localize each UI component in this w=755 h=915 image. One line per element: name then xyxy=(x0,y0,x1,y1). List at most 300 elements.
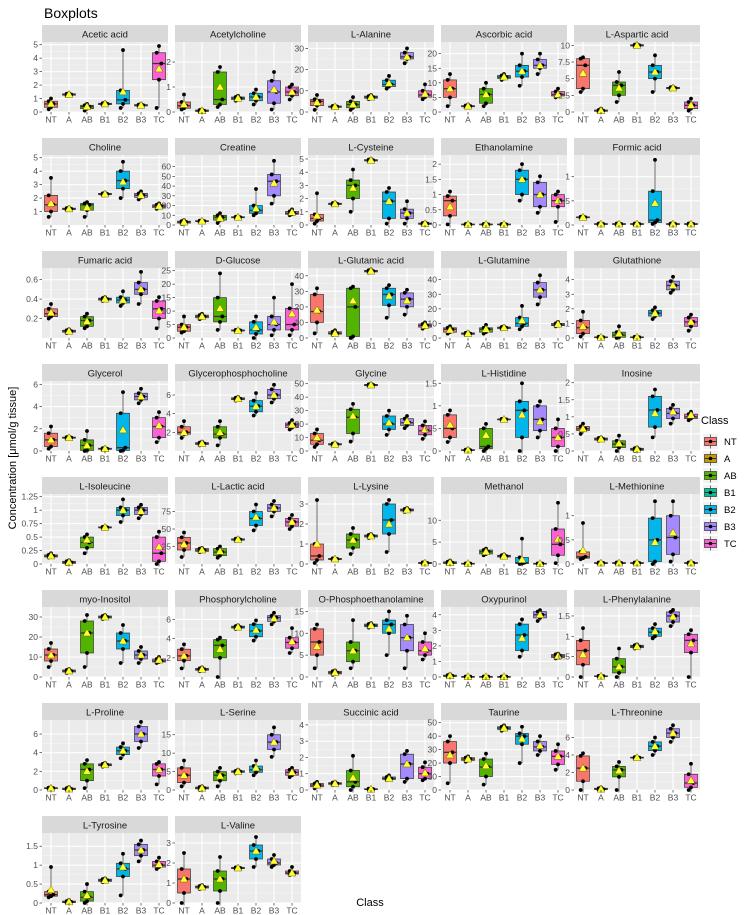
data-point xyxy=(579,675,583,679)
data-point xyxy=(254,835,258,839)
y-tick-label: 5 xyxy=(299,153,304,164)
x-tick-label: B1 xyxy=(232,227,244,238)
x-tick-label: TC xyxy=(286,905,298,915)
data-point xyxy=(254,410,258,414)
x-tick-label: NT xyxy=(311,453,323,464)
data-point xyxy=(351,335,355,339)
data-point xyxy=(180,766,184,770)
panel xyxy=(428,251,567,351)
data-point xyxy=(315,286,319,290)
data-point xyxy=(351,197,355,201)
data-point xyxy=(155,440,159,444)
data-point xyxy=(351,526,355,530)
x-tick-label: AB xyxy=(480,453,492,464)
y-tick-label: 10 xyxy=(161,306,171,317)
data-point xyxy=(536,753,540,757)
data-point xyxy=(49,641,53,645)
data-point xyxy=(673,536,677,540)
x-tick-label: B2 xyxy=(516,679,528,690)
x-tick-label: A xyxy=(332,453,338,464)
y-tick-label: 2 xyxy=(33,423,38,434)
x-tick-label: A xyxy=(598,679,604,690)
data-point xyxy=(538,52,542,56)
y-tick-label: 5 xyxy=(33,39,38,50)
data-point xyxy=(653,53,657,57)
x-tick-label: A xyxy=(332,227,338,238)
panel xyxy=(21,477,168,577)
y-tick-label: 0 xyxy=(565,333,570,343)
data-point xyxy=(671,608,675,612)
y-tick-label: 0 xyxy=(33,559,38,569)
data-point xyxy=(313,627,317,631)
panel-title: Phosphorylcholine xyxy=(199,594,277,606)
data-point xyxy=(180,784,184,788)
y-tick-label: 0 xyxy=(299,333,304,343)
data-point xyxy=(252,639,256,643)
data-point xyxy=(520,436,524,440)
x-tick-label: AB xyxy=(214,792,226,803)
panel xyxy=(425,364,567,464)
legend-point xyxy=(709,542,713,546)
x-tick-label: B2 xyxy=(383,227,395,238)
x-tick-label: NT xyxy=(311,566,323,577)
legend-point xyxy=(709,525,713,529)
y-tick-label: 15 xyxy=(161,729,171,740)
data-point xyxy=(669,514,673,518)
y-tick-label: 5 xyxy=(166,319,171,330)
data-point xyxy=(538,429,542,433)
y-tick-label: 4 xyxy=(166,408,171,419)
data-point xyxy=(536,211,540,215)
x-tick-label: NT xyxy=(444,114,456,125)
data-point xyxy=(385,190,389,194)
data-point xyxy=(121,390,125,394)
data-point xyxy=(49,865,53,869)
data-point xyxy=(538,205,542,209)
panel xyxy=(428,703,567,803)
legend-label: B1 xyxy=(724,488,736,499)
x-tick-label: B3 xyxy=(534,227,546,238)
x-tick-label: A xyxy=(598,453,604,464)
x-tick-label: TC xyxy=(419,114,431,125)
x-tick-label: B1 xyxy=(498,792,510,803)
y-tick-label: 4 xyxy=(565,274,570,285)
data-point xyxy=(139,270,143,274)
panel-title: L-Isoleucine xyxy=(79,481,131,493)
y-tick-label: 75 xyxy=(161,506,171,517)
panel-title: L-Glutamine xyxy=(478,255,530,267)
y-tick-label: 0.25 xyxy=(21,545,38,556)
data-point xyxy=(157,530,161,534)
x-tick-label: NT xyxy=(444,679,456,690)
x-tick-label: B1 xyxy=(631,453,643,464)
data-point xyxy=(137,281,141,285)
data-point xyxy=(157,410,161,414)
x-tick-label: B1 xyxy=(232,114,244,125)
data-point xyxy=(421,437,425,441)
x-tick-label: B3 xyxy=(667,227,679,238)
data-point xyxy=(254,524,258,528)
y-tick-label: 1 xyxy=(33,505,38,516)
x-tick-label: A xyxy=(66,114,72,125)
x-tick-label: TC xyxy=(286,114,298,125)
data-point xyxy=(47,431,51,435)
data-point xyxy=(119,106,123,110)
panel-title: Ascorbic acid xyxy=(475,29,533,41)
data-point xyxy=(387,283,391,287)
y-tick-label: 40 xyxy=(427,731,437,742)
data-point xyxy=(272,159,276,163)
data-point xyxy=(421,765,425,769)
y-tick-label: 2 xyxy=(565,303,570,314)
x-tick-label: A xyxy=(199,566,205,577)
y-tick-label: 40 xyxy=(294,392,304,403)
data-point xyxy=(385,414,389,418)
data-point xyxy=(290,626,294,630)
data-point xyxy=(349,666,353,670)
data-point xyxy=(554,749,558,753)
data-point xyxy=(121,102,125,106)
x-tick-label: TC xyxy=(685,453,697,464)
data-point xyxy=(272,748,276,752)
data-point xyxy=(615,80,619,84)
y-tick-label: 1 xyxy=(33,206,38,217)
x-tick-label: NT xyxy=(311,792,323,803)
x-tick-label: B3 xyxy=(534,114,546,125)
x-tick-label: AB xyxy=(81,340,93,351)
x-tick-label: B2 xyxy=(250,340,262,351)
data-point xyxy=(49,210,53,214)
y-tick-label: 10 xyxy=(161,748,171,759)
x-tick-label: B1 xyxy=(498,453,510,464)
x-tick-label: B2 xyxy=(117,679,129,690)
y-tick-label: 4 xyxy=(299,167,304,178)
data-point xyxy=(579,319,583,323)
data-point xyxy=(85,546,89,550)
data-point xyxy=(351,168,355,172)
data-point xyxy=(403,222,407,226)
data-point xyxy=(446,78,450,82)
y-tick-label: 0 xyxy=(33,785,38,795)
panel-title: Formic acid xyxy=(612,142,662,154)
data-point xyxy=(220,98,224,102)
data-point xyxy=(218,65,222,69)
data-point xyxy=(651,516,655,520)
x-tick-label: B1 xyxy=(365,792,377,803)
x-tick-label: B3 xyxy=(135,792,147,803)
y-tick-label: 0.5 xyxy=(558,428,570,439)
data-point xyxy=(653,634,657,638)
x-tick-label: B3 xyxy=(135,340,147,351)
y-tick-label: 0.2 xyxy=(26,313,38,324)
x-tick-label: B3 xyxy=(135,114,147,125)
data-point xyxy=(448,761,452,765)
data-point xyxy=(272,194,276,198)
data-point xyxy=(290,83,294,87)
x-tick-label: NT xyxy=(45,114,57,125)
x-tick-label: B2 xyxy=(383,340,395,351)
panel-title: L-Valine xyxy=(220,820,256,832)
x-tick-label: B3 xyxy=(667,679,679,690)
y-tick-label: 1 xyxy=(565,411,570,422)
data-point xyxy=(270,79,274,83)
y-tick-label: 6 xyxy=(565,732,570,743)
data-point xyxy=(689,785,693,789)
y-tick-label: 40 xyxy=(294,270,304,281)
data-point xyxy=(423,653,427,657)
x-tick-label: A xyxy=(465,114,471,125)
y-tick-label: 50 xyxy=(294,378,304,389)
x-tick-label: NT xyxy=(178,227,190,238)
x-tick-label: B3 xyxy=(268,114,280,125)
x-tick-label: A xyxy=(332,679,338,690)
data-point xyxy=(252,414,256,418)
data-point xyxy=(671,723,675,727)
x-tick-label: NT xyxy=(444,453,456,464)
data-point xyxy=(538,295,542,299)
data-point xyxy=(252,843,256,847)
y-tick-label: 1 xyxy=(166,82,171,92)
data-point xyxy=(349,210,353,214)
x-tick-label: AB xyxy=(81,679,93,690)
data-point xyxy=(554,220,558,224)
data-point xyxy=(486,445,490,449)
data-point xyxy=(689,651,693,655)
panel xyxy=(558,25,700,125)
y-tick-label: 2 xyxy=(565,767,570,778)
data-point xyxy=(218,636,222,640)
x-tick-label: B1 xyxy=(232,905,244,915)
data-point xyxy=(290,328,294,332)
data-point xyxy=(288,333,292,337)
x-tick-label: B3 xyxy=(667,453,679,464)
data-point xyxy=(313,666,317,670)
y-tick-label: 5 xyxy=(432,537,437,548)
data-point xyxy=(252,399,256,403)
data-point xyxy=(520,193,524,197)
data-point xyxy=(254,88,258,92)
y-tick-label: 4 xyxy=(33,53,38,64)
panel xyxy=(558,590,700,690)
y-tick-label: 1.5 xyxy=(558,610,570,621)
data-point xyxy=(137,661,141,665)
data-point xyxy=(155,783,159,787)
data-point xyxy=(405,199,409,203)
data-point xyxy=(617,775,621,779)
panel-title: L-Proline xyxy=(85,707,125,719)
data-point xyxy=(554,768,558,772)
x-tick-label: TC xyxy=(552,566,564,577)
data-point xyxy=(581,521,585,525)
panel xyxy=(432,590,567,690)
x-tick-label: AB xyxy=(347,679,359,690)
data-point xyxy=(385,433,389,437)
data-point xyxy=(252,103,256,107)
data-point xyxy=(671,275,675,279)
data-point xyxy=(518,761,522,765)
data-point xyxy=(290,282,294,286)
x-tick-label: TC xyxy=(153,453,165,464)
data-point xyxy=(121,741,125,745)
panel xyxy=(33,364,168,464)
x-tick-label: B3 xyxy=(534,453,546,464)
data-point xyxy=(482,757,486,761)
y-tick-label: 0 xyxy=(166,107,171,117)
x-tick-label: B2 xyxy=(117,340,129,351)
y-tick-label: 40 xyxy=(427,274,437,285)
x-tick-label: NT xyxy=(178,453,190,464)
x-tick-label: NT xyxy=(45,566,57,577)
data-point xyxy=(387,498,391,502)
x-tick-label: B3 xyxy=(268,227,280,238)
panel-title: Oxypurinol xyxy=(481,594,527,606)
legend-label: A xyxy=(724,454,731,465)
data-point xyxy=(669,279,673,283)
data-point xyxy=(385,316,389,320)
data-point xyxy=(581,332,585,336)
data-point xyxy=(139,503,143,507)
y-tick-label: 0 xyxy=(565,559,570,569)
y-tick-label: 7.5 xyxy=(558,57,570,67)
data-point xyxy=(520,742,524,746)
data-point xyxy=(315,623,319,627)
x-tick-label: B3 xyxy=(401,340,413,351)
x-tick-label: B2 xyxy=(250,792,262,803)
x-tick-label: B1 xyxy=(232,340,244,351)
data-point xyxy=(137,516,141,520)
x-tick-label: B2 xyxy=(250,114,262,125)
x-tick-label: B2 xyxy=(516,566,528,577)
data-point xyxy=(180,666,184,670)
data-point xyxy=(403,51,407,55)
y-tick-label: 3 xyxy=(432,625,437,636)
x-tick-label: B2 xyxy=(649,227,661,238)
x-tick-label: B1 xyxy=(498,566,510,577)
legend-label: NT xyxy=(724,437,737,448)
y-axis-title: Concentration [μmol/g tissue] xyxy=(7,386,19,530)
data-point xyxy=(218,766,222,770)
data-point xyxy=(617,93,621,97)
panel-title: Glycine xyxy=(355,368,387,380)
panel xyxy=(33,138,168,238)
legend-label: AB xyxy=(724,471,737,482)
y-tick-label: 25 xyxy=(161,541,171,552)
x-tick-label: B3 xyxy=(401,453,413,464)
data-point xyxy=(520,162,524,166)
x-tick-label: NT xyxy=(577,453,589,464)
panel xyxy=(558,364,700,464)
y-tick-label: 3 xyxy=(166,838,171,848)
panel xyxy=(26,251,168,351)
y-tick-label: 2.5 xyxy=(558,90,570,101)
data-point xyxy=(315,321,319,325)
data-point xyxy=(671,499,675,503)
y-tick-label: 6 xyxy=(166,390,171,400)
data-point xyxy=(446,413,450,417)
x-tick-label: AB xyxy=(214,566,226,577)
data-point xyxy=(538,749,542,753)
data-point xyxy=(180,436,184,440)
data-point xyxy=(349,640,353,644)
data-point xyxy=(615,764,619,768)
data-point xyxy=(669,560,673,564)
data-point xyxy=(137,725,141,729)
panel-title: L-Aspartic acid xyxy=(605,29,669,41)
data-point xyxy=(671,552,675,556)
data-point xyxy=(315,191,319,195)
data-point xyxy=(272,853,276,857)
x-tick-label: TC xyxy=(153,679,165,690)
x-tick-label: AB xyxy=(347,566,359,577)
data-point xyxy=(157,774,161,778)
data-point xyxy=(139,839,143,843)
x-tick-label: TC xyxy=(419,453,431,464)
data-point xyxy=(220,315,224,319)
data-point xyxy=(137,401,141,405)
data-point xyxy=(448,408,452,412)
data-point xyxy=(556,445,560,449)
x-tick-label: B2 xyxy=(516,792,528,803)
data-point xyxy=(349,788,353,792)
data-point xyxy=(484,101,488,105)
y-tick-label: 0 xyxy=(432,333,437,343)
x-tick-label: NT xyxy=(577,679,589,690)
x-tick-label: NT xyxy=(45,227,57,238)
x-tick-label: B3 xyxy=(667,114,679,125)
panel-title: L-Tyrosine xyxy=(82,820,128,832)
x-tick-label: A xyxy=(598,792,604,803)
x-tick-label: B3 xyxy=(135,679,147,690)
y-tick-label: 40 xyxy=(161,181,171,192)
x-tick-label: A xyxy=(199,227,205,238)
x-tick-label: B1 xyxy=(631,566,643,577)
y-tick-label: 50 xyxy=(161,524,171,534)
x-tick-label: AB xyxy=(613,114,625,125)
x-tick-label: TC xyxy=(153,227,165,238)
panel-title: Glutathione xyxy=(612,255,662,267)
legend-point xyxy=(709,457,713,461)
data-point xyxy=(446,222,450,226)
data-point xyxy=(554,427,558,431)
x-tick-label: NT xyxy=(178,566,190,577)
data-point xyxy=(518,63,522,67)
panel xyxy=(428,477,567,577)
data-point xyxy=(687,772,691,776)
data-point xyxy=(272,499,276,503)
panel xyxy=(162,703,301,803)
data-point xyxy=(581,87,585,91)
panel xyxy=(565,251,700,351)
y-tick-label: 0 xyxy=(432,559,437,569)
data-point xyxy=(482,783,486,787)
data-point xyxy=(554,449,558,453)
data-point xyxy=(119,756,123,760)
x-tick-label: A xyxy=(199,905,205,915)
x-tick-label: TC xyxy=(685,227,697,238)
y-tick-label: 1 xyxy=(565,510,570,521)
x-tick-label: B2 xyxy=(649,114,661,125)
y-tick-label: 20 xyxy=(161,200,171,211)
x-tick-label: B2 xyxy=(117,227,129,238)
data-point xyxy=(121,647,125,651)
x-tick-label: B1 xyxy=(99,453,111,464)
x-tick-label: NT xyxy=(178,905,190,915)
data-point xyxy=(349,532,353,536)
data-point xyxy=(446,104,450,108)
x-tick-label: B3 xyxy=(667,340,679,351)
data-point xyxy=(405,749,409,753)
y-tick-label: 5 xyxy=(565,73,570,84)
